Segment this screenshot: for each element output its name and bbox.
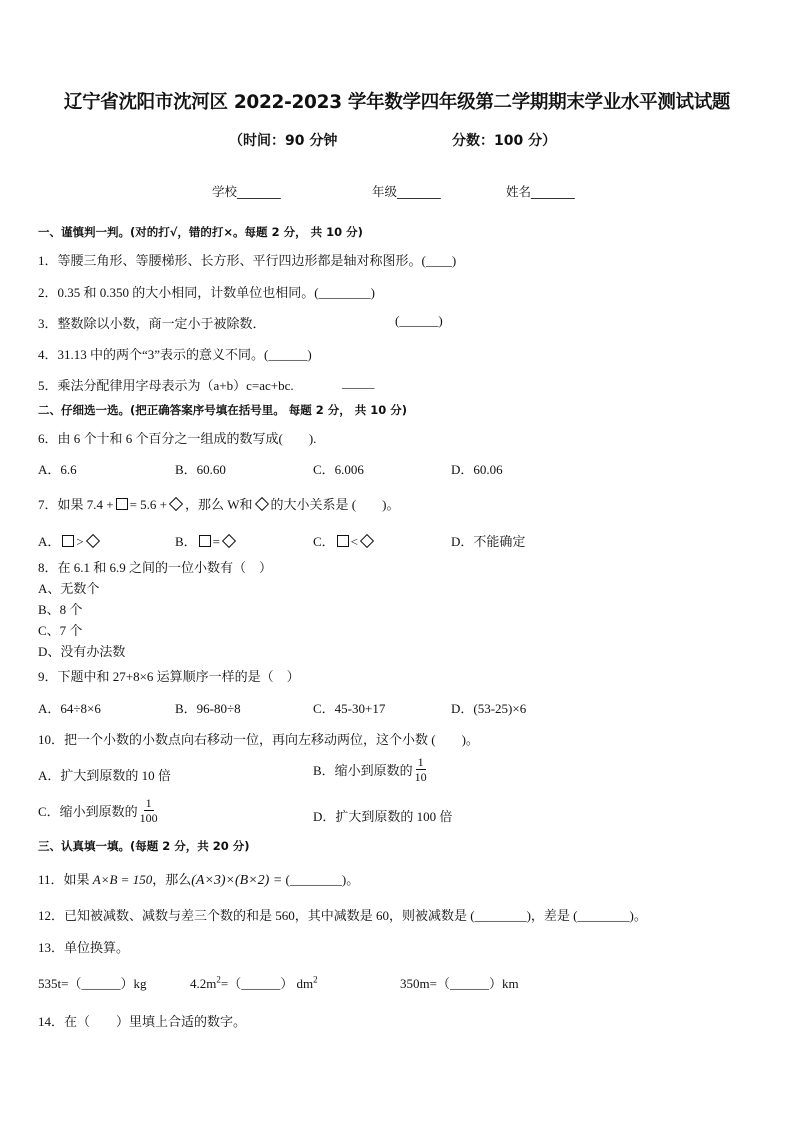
question-4: 4．31.13 中的两个“3”表示的意义不同。(______)	[38, 347, 312, 362]
option-text: C．缩小到原数的	[38, 804, 138, 819]
exam-score: 分数：100 分）	[452, 133, 557, 149]
square-icon	[199, 535, 211, 547]
question-9-option-c: C．45-30+17	[313, 701, 386, 716]
equation: A×B = 150	[92, 872, 153, 887]
option-text: B．缩小到原数的	[313, 763, 413, 778]
numerator: 1	[145, 796, 152, 810]
option-label: C．	[313, 534, 335, 549]
question-10-option-b	[313, 755, 427, 784]
diamond-icon	[222, 534, 236, 548]
square-icon	[116, 498, 128, 510]
question-6-option-a: A．6.6	[38, 462, 77, 477]
exam-time: （时间：90 分钟	[229, 133, 338, 149]
question-8-option-c: C、7 个	[38, 623, 83, 638]
question-2: 2．0.35 和 0.350 的大小相同，计数单位也相同。(________)	[38, 285, 375, 300]
question-6-option-b: B．60.60	[175, 462, 226, 477]
question-3-blank[interactable]: (______)	[395, 313, 443, 328]
question-11-blank[interactable]: (________)。	[285, 872, 360, 887]
question-10-option-c	[38, 796, 158, 825]
numerator: 1	[417, 755, 424, 769]
fraction	[140, 796, 158, 825]
question-7-prefix: 7．如果 7.4 +	[38, 497, 114, 512]
fraction	[415, 755, 427, 784]
diamond-icon	[360, 534, 374, 548]
section-2-heading: 二、仔细选一选。(把正确答案序号填在括号里。 每题 2 分， 共 10 分)	[38, 403, 408, 417]
question-12: 12．已知被减数、减数与差三个数的和是 560，其中减数是 60，则被减数是 (________)，差是 (________)。	[38, 908, 647, 923]
relation: <	[350, 534, 359, 549]
question-7-post: ，那么 W和	[185, 497, 253, 512]
question-13: 13．单位换算。	[38, 940, 130, 955]
question-7-option-a	[38, 531, 102, 550]
question-5: 5．乘法分配律用字母表示为（a+b）c=ac+bc.	[38, 378, 294, 393]
question-7-option-b	[175, 531, 238, 550]
denominator: 100	[139, 811, 158, 825]
equation: (A×3)×(B×2) =	[191, 873, 283, 888]
question-8-option-a: A、无数个	[38, 581, 100, 596]
square-icon	[337, 535, 349, 547]
question-1: 1．等腰三角形、等腰梯形、长方形、平行四边形都是轴对称图形。(____)	[38, 253, 457, 268]
grade-field[interactable]: 年级_______	[372, 184, 441, 199]
question-10: 10．把一个小数的小数点向右移动一位，再向左移动两位，这个小数 ( )。	[38, 732, 479, 747]
question-9-option-d: D．(53-25)×6	[451, 701, 527, 716]
value: 4.2m	[190, 976, 217, 991]
diamond-icon	[169, 497, 183, 511]
question-6: 6．由 6 个十和 6 个百分之一组成的数写成( ).	[38, 431, 317, 446]
question-10-option-d: D．扩大到原数的 100 倍	[313, 809, 453, 824]
question-9: 9．下题中和 27+8×6 运算顺序一样的是（ ）	[38, 669, 300, 684]
question-13-item-a: 535t=（______）kg	[38, 976, 147, 991]
section-3-heading: 三、认真填一填。(每题 2 分，共 20 分)	[38, 839, 250, 853]
question-13-item-c: 350m=（______）km	[400, 976, 519, 991]
question-9-option-a: A．64÷8×6	[38, 701, 101, 716]
question-6-option-c: C．6.006	[313, 462, 364, 477]
name-field[interactable]: 姓名_______	[506, 184, 575, 199]
exponent: 2	[313, 974, 318, 985]
question-14: 14．在（ ）里填上合适的数字。	[38, 1014, 247, 1029]
question-7	[38, 494, 399, 513]
question-3: 3．整数除以小数，商一定小于被除数．	[38, 316, 266, 331]
question-11-prefix: 11．如果	[38, 872, 90, 887]
value: =（______） dm	[220, 976, 314, 991]
option-label: A．	[38, 534, 61, 549]
question-7-option-d: D．不能确定	[451, 534, 526, 549]
relation: =	[212, 534, 221, 549]
question-5-blank[interactable]: _____	[342, 375, 375, 390]
school-field[interactable]: 学校_______	[212, 184, 281, 199]
question-8-option-b: B、8 个	[38, 602, 83, 617]
page-title: 辽宁省沈阳市沈河区 2022-2023 学年数学四年级第二学期期末学业水平测试试题	[63, 92, 731, 113]
question-11-mid: ，那么	[152, 872, 192, 887]
question-6-option-d: D．60.06	[451, 462, 503, 477]
question-7-mid: = 5.6 +	[129, 497, 168, 512]
question-7-end: 的大小关系是 ( )。	[270, 497, 400, 512]
option-label: B．	[175, 534, 197, 549]
question-11	[38, 869, 359, 889]
question-8: 8．在 6.1 和 6.9 之间的一位小数有（ ）	[38, 560, 273, 575]
exponent: 2	[216, 974, 221, 985]
section-1-heading: 一、谨慎判一判。(对的打√，错的打×。每题 2 分， 共 10 分)	[38, 225, 363, 239]
question-13-item-b	[190, 973, 318, 992]
question-8-option-d: D、没有办法数	[38, 644, 126, 659]
diamond-icon	[86, 534, 100, 548]
square-icon	[62, 535, 74, 547]
question-7-option-c	[313, 531, 376, 550]
question-10-option-a: A．扩大到原数的 10 倍	[38, 768, 171, 783]
diamond-icon	[254, 497, 268, 511]
relation: >	[76, 534, 84, 549]
question-9-option-b: B．96-80÷8	[175, 701, 241, 716]
denominator: 10	[414, 770, 427, 784]
